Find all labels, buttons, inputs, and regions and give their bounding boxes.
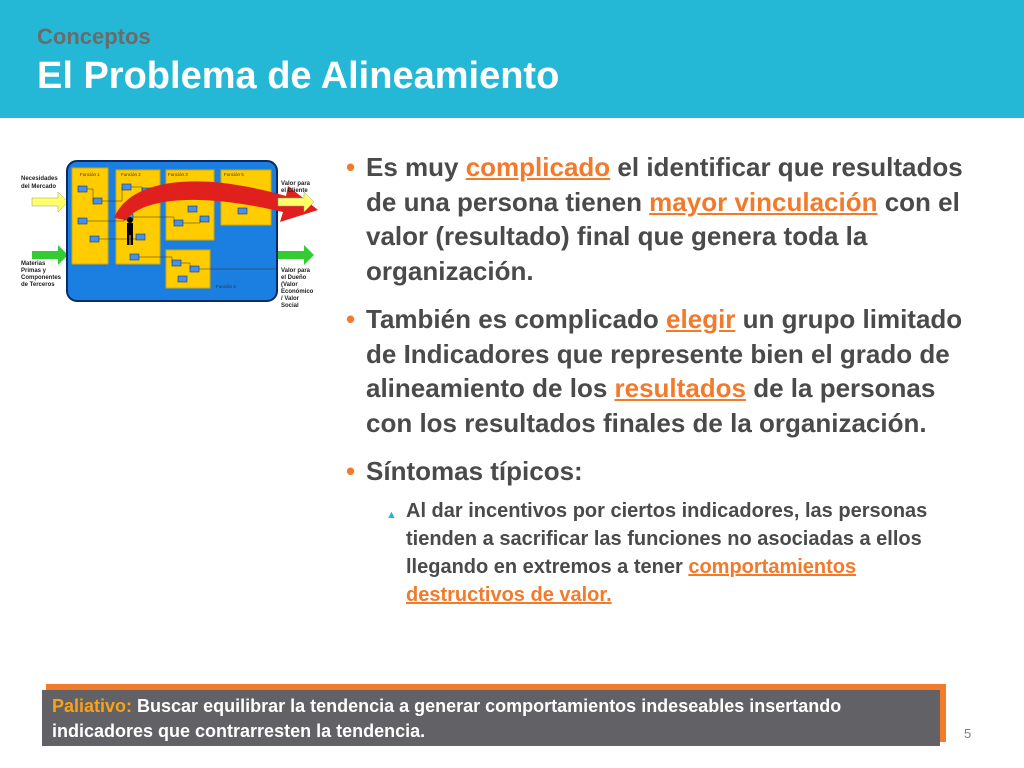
function-block: [166, 170, 214, 240]
diagram-label: Social: [281, 303, 299, 309]
function-label: Función 5: [224, 172, 244, 177]
diagram-label: el Dueño: [281, 275, 307, 281]
function-label: Función 4: [216, 284, 236, 289]
function-label: Función 3: [168, 172, 188, 177]
bullet-marker: •: [346, 152, 356, 182]
bullet-marker: •: [346, 304, 356, 334]
palliative-label: Paliativo:: [52, 696, 133, 716]
diagram-label: del Mercado: [21, 184, 57, 190]
bullet-list: [338, 150, 978, 609]
function-label: Función 2: [121, 172, 141, 177]
diagram-label: de Terceros: [21, 282, 55, 288]
diagram-label: Valor para: [281, 268, 311, 274]
highlight-term: elegir: [666, 304, 736, 334]
diagram-label: Económico: [281, 289, 314, 295]
highlight-term: mayor vinculación: [649, 186, 878, 217]
bullet-item: • Es muy complicado el identificar que resultados de una persona tienen mayor vinculación con el valor (resultado) final que genera toda la organización.: [346, 152, 963, 286]
bullet-item: • Síntomas típicos:: [338, 454, 978, 489]
highlight-term: comportamientos destructivos de valor.: [406, 555, 857, 606]
alignment-diagram: [18, 158, 328, 318]
diagram-label: Primas y: [21, 268, 47, 274]
page-title: El Problema de Alineamiento: [37, 55, 560, 97]
highlight-term: complicado: [465, 152, 611, 182]
function-block: [72, 168, 108, 264]
page-number: 5: [964, 726, 972, 741]
section-kicker: Conceptos: [37, 24, 151, 49]
diagram-label: Valor para: [281, 181, 311, 187]
diagram-label: Componentes: [21, 275, 62, 281]
diagram-label: (Valor: [281, 282, 298, 288]
diagram-label: / Valor: [281, 296, 300, 302]
palliative-text: Paliativo: Buscar equilibrar la tendencia a generar comportamientos indeseables insertando indicadores que contrarresten la tendencia.: [52, 696, 842, 741]
market-needs-arrow: [32, 192, 68, 212]
diagram-label: Materias: [21, 261, 46, 267]
owner-value-arrow: [278, 245, 314, 265]
bullet-marker: •: [346, 456, 356, 486]
highlight-term: resultados: [614, 373, 747, 403]
function-label: Función 1: [80, 172, 100, 177]
sub-bullet-item: ▲ Al dar incentivos por ciertos indicadores, las personas tienden a sacrificar las funciones no asociadas a ellos llegando en extremos a tener comportamientos destructivos de valor.: [386, 499, 928, 606]
bullet-item: • También es complicado elegir un grupo limitado de Indicadores que represente bien el grado de alineamiento de los resultados de la personas con los resultados finales de la organización.: [346, 304, 963, 438]
header-bar: [0, 0, 1024, 118]
diagram-label: el Cliente: [281, 188, 308, 194]
diagram-label: Necesidades: [21, 176, 58, 182]
triangle-bullet-icon: ▲: [386, 508, 397, 521]
